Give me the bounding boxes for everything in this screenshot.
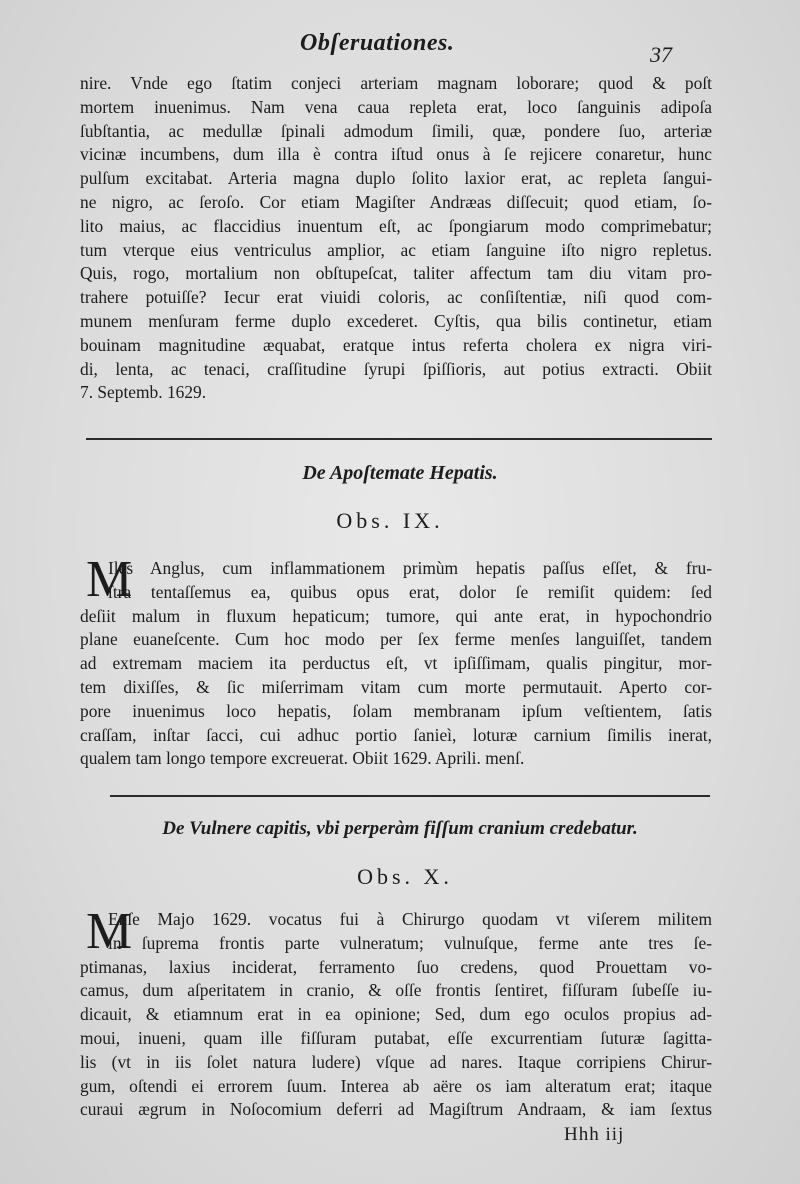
- signature-mark: Hhh iij: [564, 1124, 625, 1145]
- text-line: qualem tam longo tempore excreuerat. Obiit 1629. Aprili. menſ.: [80, 748, 525, 769]
- text-line: Quis, rogo, mortalium non obſtupeſcat, taliter affectum tam diu vitam pro-: [80, 263, 712, 284]
- drop-cap: M: [86, 903, 133, 960]
- text-line: ptimanas, laxius inciderat, ferramento ſuo credens, quod Prouettam vo-: [80, 956, 712, 977]
- text-line: ſtra tentaſſemus ea, quibus opus erat, dolor ſe remiſit quidem: ſed: [108, 581, 712, 602]
- observation-heading: De Vulnere capitis, vbi perperàm fiſſum cranium credebatur.: [162, 818, 638, 839]
- running-title: Obſeruationes.: [300, 30, 455, 56]
- text-line: camus, dum aſperitatem in cranio, & oſſe frontis ſentiret, fiſſuram ſubeſſe iu-: [80, 980, 712, 1001]
- text-line: craſſam, inſtar ſacci, cui adhuc portio ſanieì, loturæ carnium ſimilis inerat,: [80, 724, 712, 745]
- text-line: gum, oſtendi ei errorem ſuum. Interea ab aëre os iam alteratum erat; itaque: [80, 1075, 712, 1096]
- text-line: tum vterque eius ventriculus amplior, ac etiam ſanguine iſto nigro repletus.: [80, 239, 712, 260]
- paragraph-obs-ix: [80, 557, 712, 771]
- observation-number: Obs. IX.: [336, 508, 444, 533]
- text-line: trahere potuiſſe? Iecur erat viuidi coloris, ac conſiſtentiæ, niſi quod com-: [80, 287, 712, 308]
- drop-cap: M: [86, 551, 133, 608]
- text-line: plane euaneſcente. Cum hoc modo per ſex ferme menſes languiſſet, tandem: [80, 629, 712, 650]
- text-line: ad extremam maciem ita perductus eſt, vt ipſiſſimam, qualis pingitur, mor-: [80, 653, 712, 674]
- text-line: bouinam magnitudine æquabat, eratque intus referta cholera ex nigra viri-: [80, 334, 712, 355]
- section-divider: [110, 795, 710, 797]
- text-line: lis (vt in iis ſolet natura ludere) vſque ad nares. Itaque corripiens Chirur-: [80, 1051, 712, 1072]
- text-line: pulſum excitabat. Arteria magna duplo ſolito laxior erat, ac repleta ſangui-: [80, 168, 712, 189]
- text-line: munem menſuram ferme duplo excederet. Cyſtis, qua bilis continetur, etiam: [80, 310, 712, 331]
- text-line: deſiit malum in fluxum hepaticum; tumore, qui ante erat, in hypochondrio: [80, 605, 712, 626]
- paragraph-obs-x: [80, 903, 712, 1122]
- text-line: mortem inuenimus. Nam vena caua repleta erat, loco ſanguinis adipoſa: [80, 96, 712, 117]
- text-line: 7. Septemb. 1629.: [80, 382, 207, 403]
- text-line: Iles Anglus, cum inflammationem primùm hepatis paſſus eſſet, & fru-: [108, 558, 712, 578]
- text-line: di, lenta, ac tenaci, craſſitudine ſyrupi ſpiſſioris, aut potius extracti. Obiit: [80, 358, 712, 379]
- text-line: curaui ægrum in Noſocomium deferri ad Magiſtrum Andraam, & iam ſextus: [80, 1099, 712, 1120]
- text-line: Enſe Majo 1629. vocatus fui à Chirurgo quodam vt viſerem militem: [108, 909, 712, 929]
- text-line: vicinæ incumbens, dum illa è contra iſtud onus à ſe rejicere conaretur, hunc: [80, 144, 712, 165]
- observation-heading: De Apoſtemate Hepatis.: [302, 462, 498, 484]
- text-line: ne nigro, ac ſeroſo. Cor etiam Magiſter Andræas diſſecuit; quod etiam, ſo-: [80, 191, 712, 212]
- text-line: tem dixiſſes, & ſic miſerrimam vitam cum morte permutauit. Aperto cor-: [80, 676, 712, 697]
- text-line: in ſuprema frontis parte vulneratum; vulnuſque, ferme ante tres ſe-: [108, 932, 712, 953]
- text-line: dicauit, & etiamnum erat in ea opinione; Sed, dum ego oculos propius ad-: [80, 1004, 712, 1025]
- text-line: lito maius, ac flaccidius inuentum eſt, ac ſpongiarum modo comprimebatur;: [80, 215, 712, 236]
- page-number: 37: [650, 42, 672, 67]
- paragraph-continuation: [80, 72, 712, 405]
- text-line: ſubſtantia, ac medullæ ſpinali admodum ſimili, quæ, pondere ſuo, arteriæ: [80, 120, 712, 141]
- text-line: pore inuenimus loco hepatis, ſolam membranam ipſum veſtientem, ſatis: [80, 700, 712, 721]
- text-line: moui, inueni, quam ille fiſſuram putabat, eſſe excurrentiam ſuturæ ſagitta-: [80, 1027, 712, 1048]
- section-divider: [86, 438, 712, 440]
- text-line: nire. Vnde ego ſtatim conjeci arteriam magnam loborare; quod & poſt: [80, 73, 712, 93]
- observation-number: Obs. X.: [357, 864, 453, 889]
